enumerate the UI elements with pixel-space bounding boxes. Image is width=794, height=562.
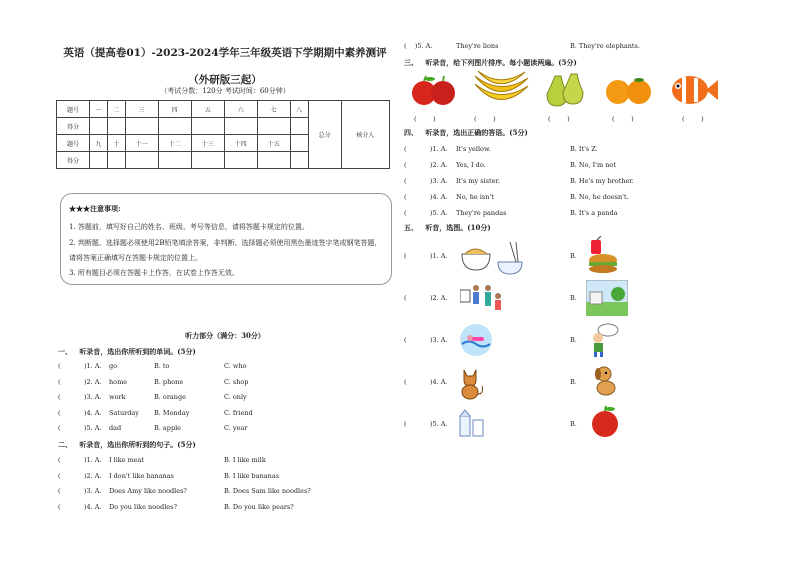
s4-row: ( )4. A. No, he isn't B. No, he doesn't. [404,193,629,201]
milk-image [458,408,486,438]
score-table: 题号 一 二 三 四 五 六 七 八 总分 核分人 得分 题号 九 十 十一 十二 十三 十四 十五 得分 [56,100,390,169]
s5-num: )5. A. [430,420,448,428]
r5-row: ( )5. A. They're lions B. They're elephants. [404,42,640,50]
s4-num: )4. A. [430,193,448,201]
bananas-image [470,66,530,110]
s2-option-a: I don't like bananas [109,471,174,480]
s2-num: )3. A. [84,487,102,495]
s4-row: ( )5. A. They're pandas B. It's a panda [404,209,618,217]
dog-image [592,364,620,398]
pears-image [543,70,585,108]
s1-option-b: B. apple [154,424,182,432]
s2-option-b: B. I like milk [224,456,266,464]
s5-num: )2. A. [430,294,448,302]
section-4-title: 四、 听录音，选出正确的答语。(5分) [404,128,528,137]
boy-thinking-image [586,322,620,358]
section-1-title: 一、 听录音，选出你所听到的单词。(5分) [58,347,196,356]
s1-row [58,409,388,421]
s5-row: ( )2. A. B. [404,294,577,302]
apples-image [408,73,460,107]
s1-num: )3. A. [84,393,102,401]
s3-answer-blank: ( ) [548,115,570,123]
s2-option-a: Does Amy like noodles? [109,487,187,495]
park-image [586,280,628,316]
s3-answer-blank: ( ) [612,115,634,123]
s5-option-b: B. [570,294,577,302]
exam-title: 英语（提高卷01）-2023-2024学年三年级英语下学期期中素养测评 （外研版三起） [63,47,387,86]
s5-num: )3. A. [430,336,448,344]
s5-num: )1. A. [430,252,448,260]
listening-title: 听力部分（满分：30分） [185,331,265,340]
s5-option-b: B. [570,420,577,428]
section-3-title: 三、 听录音，给下列图片排序。每小题读两遍。(5分) [404,58,577,67]
s1-option-a: dad [109,424,122,432]
s2-row: ( )4. A. Do you like noodles? B. Do you like pears? [58,502,294,511]
s1-num: )4. A. [84,408,102,417]
s4-option-a: Yes, I do. [456,161,486,169]
s3-answer-blank: ( ) [474,115,496,123]
answer-paren: ( [58,377,61,386]
oranges-image [603,74,655,106]
s4-option-a: They're pandas [456,209,507,217]
s2-option-a: I like meat [109,456,145,464]
fish-image [668,70,720,110]
s4-row: ( )1. A. It's yellow. B. It's Z. [404,145,598,153]
answer-paren: ( [58,393,61,401]
section-5-title: 五、 听音，选图。(10分) [404,223,491,232]
s5-option-b: B. [570,252,577,260]
s4-option-a: No, he isn't [456,193,494,201]
s1-option-b: B. orange [154,393,186,401]
s2-num: )4. A. [84,502,102,511]
s1-num: )2. A. [84,377,102,386]
s1-row [58,362,388,374]
s1-row [58,424,388,436]
s4-option-b: B. It's Z. [570,145,598,153]
s4-option-b: B. It's a panda [570,209,618,217]
s5-option-b: B. [570,378,577,386]
s4-num: )1. A. [430,145,448,153]
s1-option-b: B. Monday [154,408,190,417]
s2-row: ( )2. A. I don't like bananas B. I like bananas [58,471,280,480]
s4-row: ( )2. A. Yes, I do. B. No, I'm not [404,161,616,169]
answer-paren: ( [58,362,61,370]
apple-image [590,404,620,438]
s5-row: ( )4. A. B. [404,378,577,386]
s4-num: )3. A. [430,177,448,185]
s4-num: )2. A. [430,161,448,169]
s1-num: )5. A. [84,424,102,432]
s5-row: ( )5. A. B. [404,420,577,428]
s1-row [58,393,388,405]
s2-option-b: B. Does Sam like noodles? [224,487,311,495]
s1-option-c: C. shop [224,377,249,386]
swimming-image [458,322,494,358]
s4-option-a: It's my sister. [456,177,500,185]
notes-box: ★★★注意事项: 1. 答题前，填写好自己的姓名、班级、考号等信息，请将答题卡规定的位置。 2. 判断题、选择题必须使用2B铅笔填涂答案，非判断、选择题必须使用黑色墨迹签字笔或钢笔答题， 请将答案正确填写在答题卡规定的位置上。 3. 所有题目必须在答题卡上作答，在试卷上作答无效。 [60,193,392,285]
s1-option-c: C. only [224,393,247,401]
s1-option-c: C. friend [224,408,253,417]
s4-option-b: B. No, I'm not [570,161,616,169]
answer-paren: ( [58,408,61,417]
s5-option-b: B. [570,336,577,344]
s1-option-b: B. to [154,362,170,370]
exam-info: （考试分数：120分 考试时间：60分钟） [160,87,290,95]
s1-option-b: B. phone [154,377,184,386]
s2-row: ( )3. A. Does Amy like noodles? B. Does Sam like noodles? [58,487,311,495]
cat-image [458,364,486,400]
family-shopping-image [460,282,506,316]
s2-num: )2. A. [84,471,102,480]
fast-food-image [585,236,621,276]
s1-num: )1. A. [84,362,102,370]
s4-option-b: B. No, he doesn't. [570,193,629,201]
s3-answer-blank: ( ) [414,115,436,123]
s5-row: ( )3. A. B. [404,336,577,344]
s1-option-c: C. year [224,424,248,432]
answer-paren: ( [58,424,61,432]
s1-option-a: Saturday [109,408,139,417]
s2-option-b: B. I like bananas [224,471,280,480]
s3-answer-blank: ( ) [682,115,704,123]
s5-row: ( )1. A. B. [404,252,577,260]
s4-num: )5. A. [430,209,448,217]
s1-option-a: go [109,362,118,370]
s1-row [58,378,388,390]
s1-option-c: C. who [224,362,247,370]
s5-num: )4. A. [430,378,448,386]
s2-option-a: Do you like noodles? [109,502,177,511]
s2-num: )1. A. [84,456,102,464]
s2-option-b: B. Do you like pears? [224,502,294,511]
s1-option-a: home [109,377,128,386]
noodles-image [460,240,526,276]
section-2-title: 二、 听录音，选出你所听到的句子。(5分) [58,440,196,449]
s4-option-b: B. He's my brother. [570,177,634,185]
s4-row: ( )3. A. It's my sister. B. He's my brother. [404,177,634,185]
s1-option-a: work [109,393,126,401]
s4-option-a: It's yellow. [456,145,491,153]
s2-row: ( )1. A. I like meat B. I like milk [58,456,266,464]
